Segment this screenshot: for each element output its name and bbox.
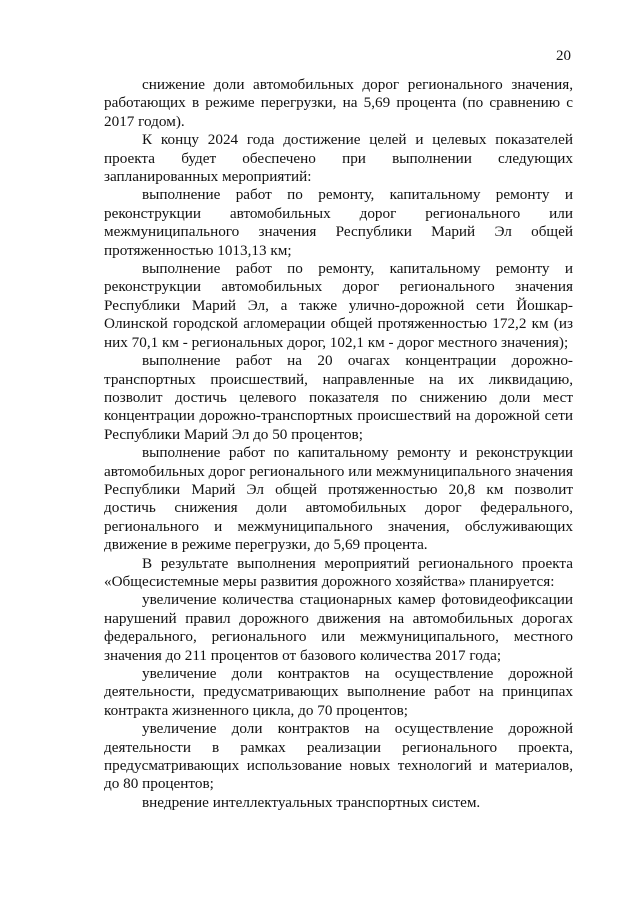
paragraph-system-measures-intro: В результате выполнения мероприятий регионального проекта «Общесистемные меры развития дорожного хозяйства» планируется: [104,554,573,590]
paragraph-repair-regional-roads: выполнение работ по ремонту, капитальному ремонту и реконструкции автомобильных дорог регионального или межмуниципального значения Республики Марий Эл общей протяженностью 1013,13 км; [104,186,573,259]
paragraph-planned-measures-intro: К концу 2024 года достижение целей и целевых показателей проекта будет обеспечено при выполнении следующих запланированных мероприятий: [104,131,573,186]
document-body [104,76,573,812]
paragraph-accident-spots: выполнение работ на 20 очагах концентрации дорожно-транспортных происшествий, направленные на их ликвидацию, позволит достичь целевого показателя по снижению доли мест концентрации дорожно-транспортных происшествий на дорожной сети Республики Марий Эл до 50 процентов; [104,352,573,443]
paragraph-new-technologies-contracts: увеличение доли контрактов на осуществление дорожной деятельности в рамках реализации регионального проекта, предусматривающих использование новых технологий и материалов, до 80 процентов; [104,720,573,793]
page-number: 20 [556,48,571,64]
paragraph-speed-cameras: увеличение количества стационарных камер фотовидеофиксации нарушений правил дорожного движения на автомобильных дорогах федерального, регионального или межмуниципального, местного значения до 211 процентов от базового количества 2017 года; [104,591,573,664]
paragraph-result-overload-share: снижение доли автомобильных дорог регионального значения, работающих в режиме перегрузки, на 5,69 процента (по сравнению с 2017 годом). [104,76,573,130]
paragraph-lifecycle-contracts: увеличение доли контрактов на осуществление дорожной деятельности, предусматривающих выполнение работ на принципах контракта жизненного цикла, до 70 процентов; [104,665,573,719]
paragraph-capital-repair-20-8-km: выполнение работ по капитальному ремонту и реконструкции автомобильных дорог регионального или межмуниципального значения Республики Марий Эл общей протяженностью 20,8 км позволит достичь снижения доли автомобильных дорог федерального, регионального и межмуниципального значения, обслуживающих движение в режиме перегрузки, до 5,69 процента. [104,444,573,554]
paragraph-intelligent-transport-systems: внедрение интеллектуальных транспортных систем. [142,793,481,811]
paragraph-repair-agglomeration-roads: выполнение работ по ремонту, капитальному ремонту и реконструкции автомобильных дорог регионального значения Республики Марий Эл, а также улично-дорожной сети Йошкар-Олинской городской агломерации общей протяженностью 172,2 км (из них 70,1 км - региональных дорог, 102,1 км - дорог местного значения); [104,260,573,351]
